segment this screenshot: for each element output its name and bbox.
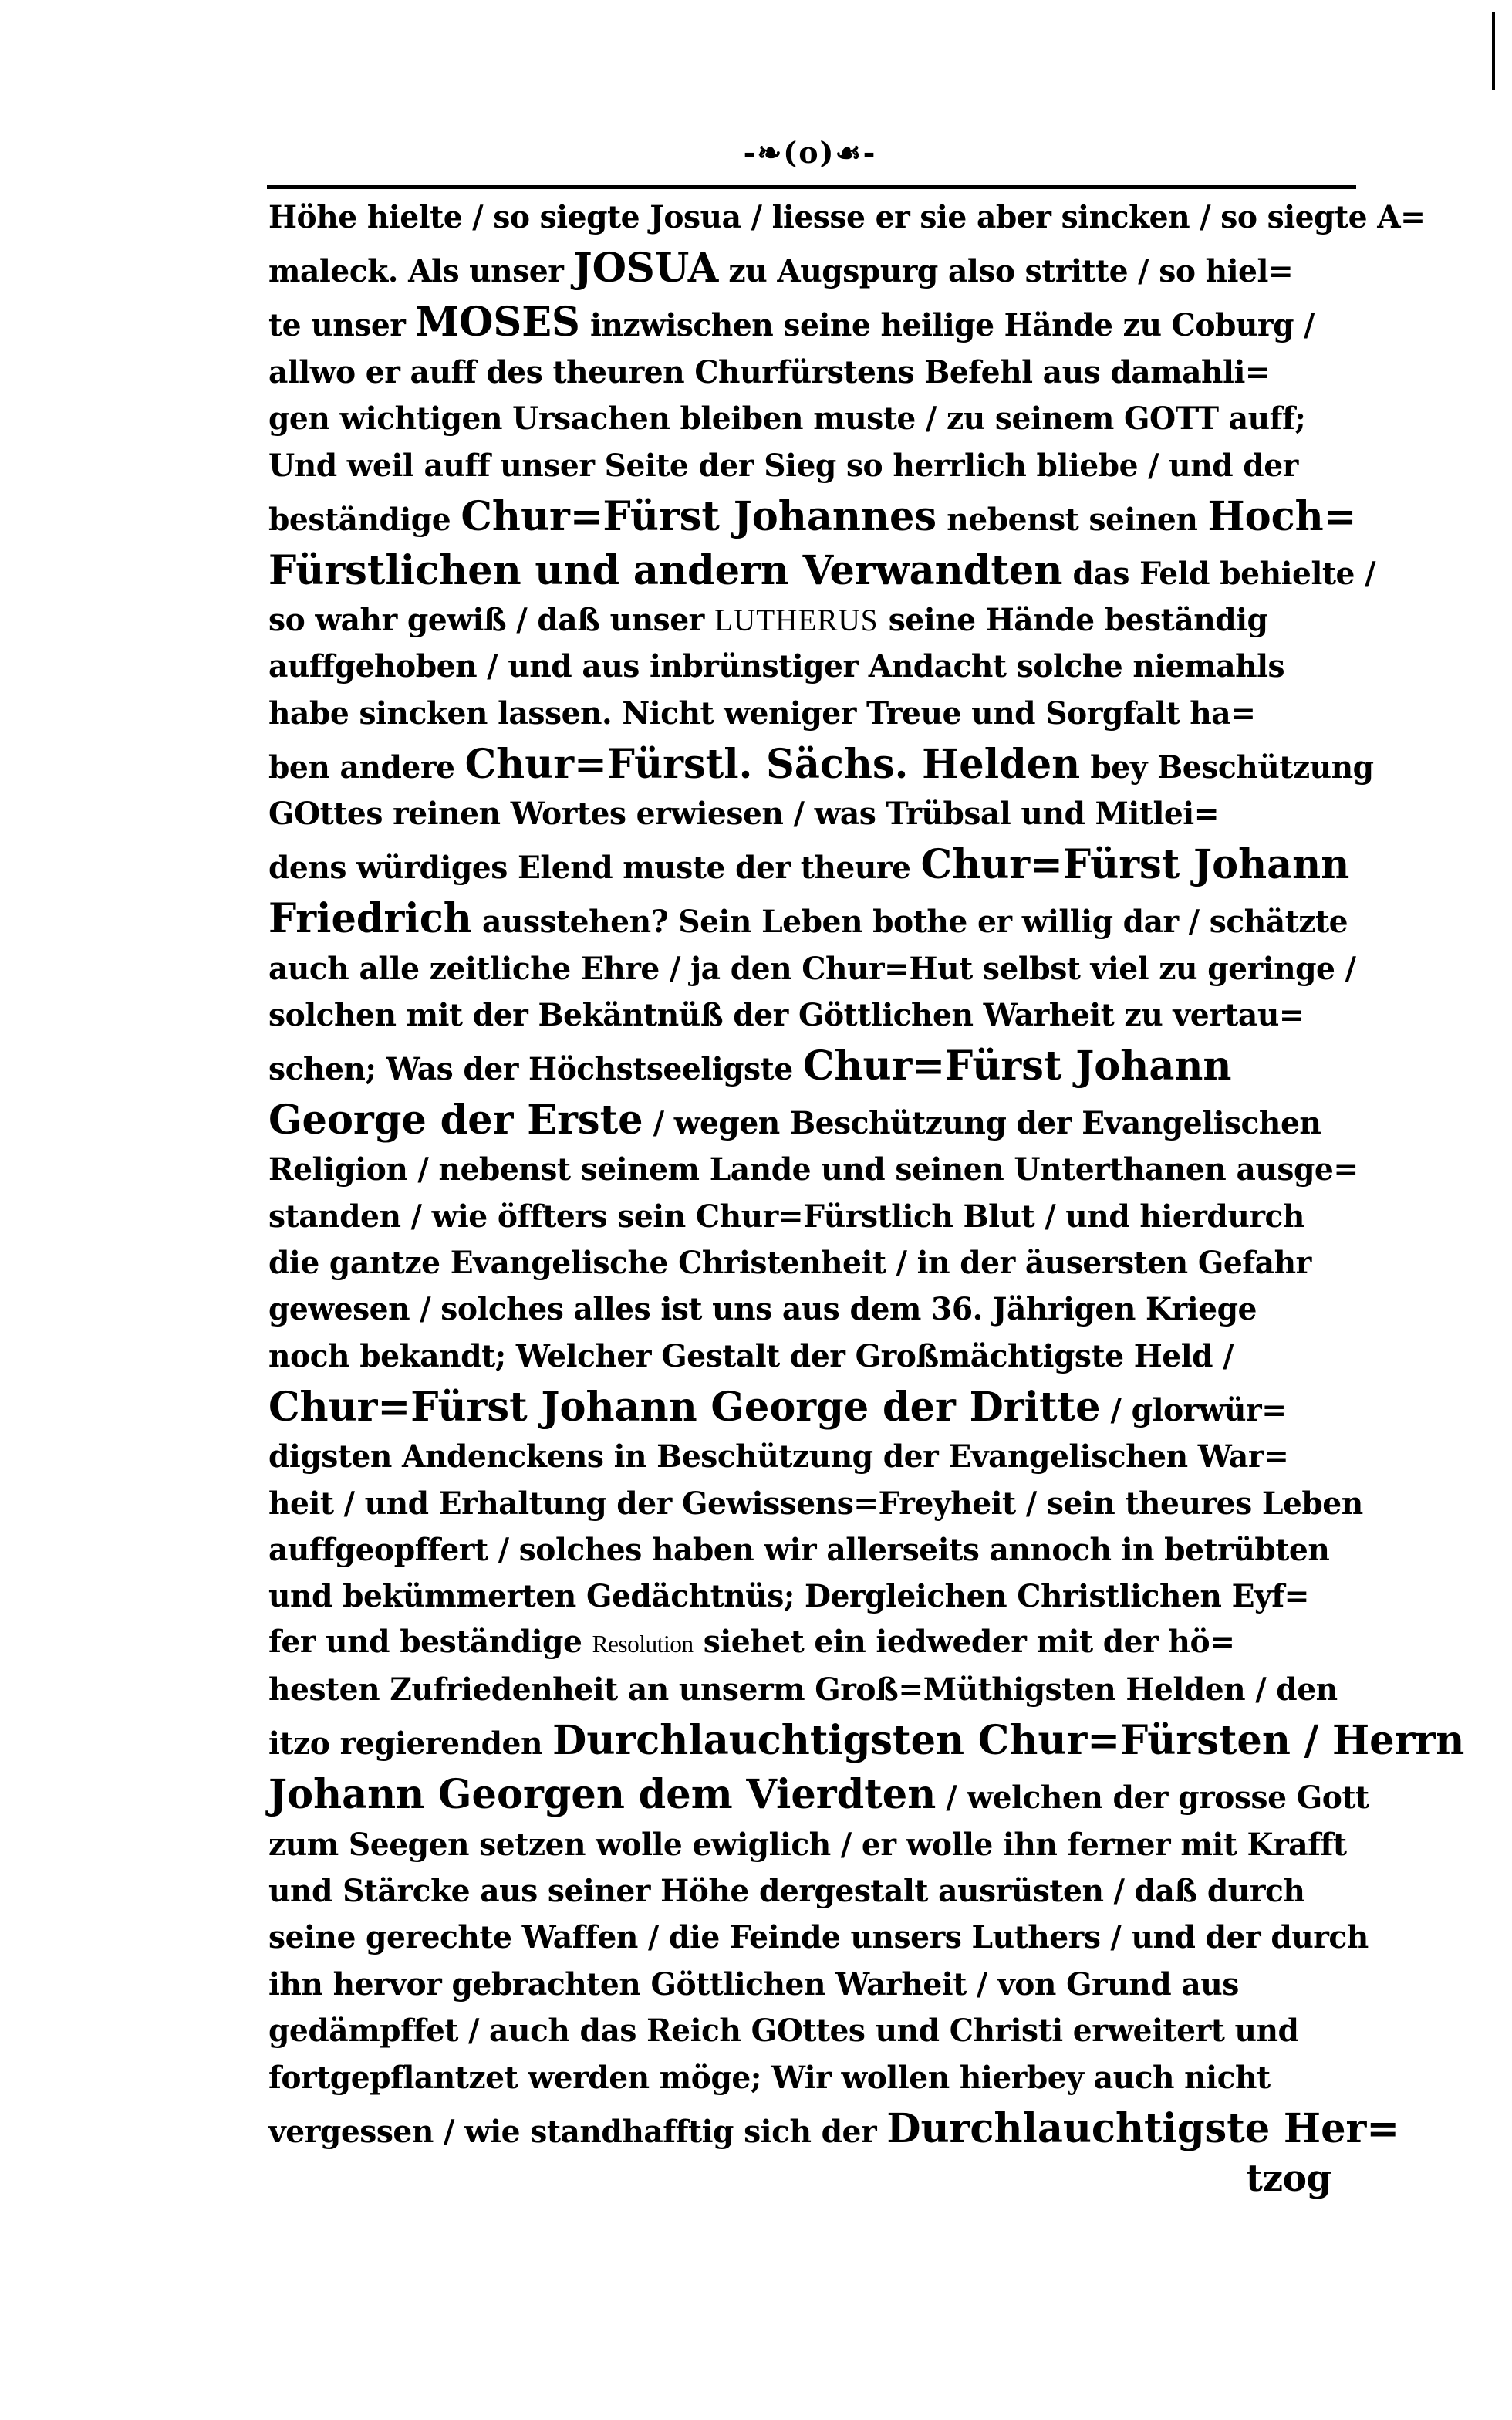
- text-line-content: [268, 1870, 1304, 1913]
- display-name: Chur=Fürst Johannes: [461, 492, 937, 540]
- body-text: [268, 193, 1465, 2200]
- scan-edge-mark: [1492, 12, 1495, 90]
- text-line-content: [268, 1288, 1257, 1331]
- text-line: [268, 596, 1336, 642]
- text-line-content: [268, 351, 1270, 394]
- text-run: zum Seegen setzen wolle ewiglich / er wolle ihn ferner mit Krafft: [268, 1826, 1347, 1863]
- text-line-content: [268, 843, 1349, 890]
- text-line-content: [268, 546, 1375, 596]
- text-line: [268, 488, 1357, 542]
- text-run: dens würdiges Elend muste der theure: [268, 850, 921, 887]
- text-run: standen / wie öffters sein Chur=Fürstlich Blut / und hierdurch: [268, 1198, 1304, 1235]
- text-run: heit / und Erhaltung der Gewissens=Freyheit / sein theures Leben: [268, 1485, 1363, 1522]
- text-line-content: [268, 1575, 1309, 1618]
- text-line: [268, 789, 1336, 836]
- text-line: [268, 944, 1356, 990]
- text-line: [268, 1766, 1369, 1820]
- text-line: [268, 2053, 1336, 2099]
- text-line-content: [268, 1242, 1311, 1285]
- text-line-content: [268, 692, 1256, 735]
- display-name: JOSUA: [573, 245, 719, 292]
- text-run: gen wichtigen Ursachen bleiben muste / zu seinem GOTT auff;: [268, 401, 1306, 438]
- header-rule: [267, 185, 1356, 189]
- text-line: [268, 1432, 1336, 1479]
- text-line-content: [268, 1823, 1347, 1867]
- text-line: [268, 2100, 1400, 2154]
- text-line: [268, 1820, 1347, 1866]
- text-run: inzwischen seine heilige Hände zu Coburg /: [579, 307, 1315, 344]
- text-run: ihn hervor gebrachten Göttlichen Warheit / von Grund aus: [268, 1965, 1239, 2003]
- text-run: / wegen Beschützung der Evangelischen: [643, 1104, 1321, 1141]
- text-line-content: [268, 1482, 1363, 1526]
- text-line: [268, 394, 1336, 441]
- text-run: das Feld behielte /: [1062, 555, 1375, 592]
- display-name: Chur=Fürst Johann: [920, 841, 1350, 889]
- display-name: Johann Georgen dem Vierdten: [268, 1771, 937, 1819]
- text-run: und bekümmerten Gedächtnüs; Dergleichen Christlichen Eyf=: [268, 1578, 1309, 1615]
- text-run: Und weil auff unser Seite der Sieg so herrlich bliebe / und der: [268, 447, 1298, 484]
- page-number-ornament: -❧(o)☙-: [743, 135, 877, 170]
- display-name: MOSES: [415, 299, 580, 346]
- display-name: Durchlauchtigste Her=: [886, 2104, 1400, 2152]
- text-line: [268, 1479, 1363, 1525]
- text-run: fortgepflantzet werden möge; Wir wollen hierbey auch nicht: [268, 2059, 1271, 2096]
- text-line: [268, 293, 1336, 347]
- text-run: solchen mit der Bekäntnüß der Göttlichen Warheit zu vertau=: [268, 996, 1304, 1033]
- text-run: fer und beständige: [268, 1623, 592, 1660]
- text-run: GOttes reinen Wortes erwiesen / was Trübsal und Mitlei=: [268, 796, 1220, 833]
- text-run: und Stärcke aus seiner Höhe dergestalt ausrüsten / daß durch: [268, 1872, 1305, 1909]
- text-line-content: [268, 1963, 1239, 2006]
- roman-word: Resolution: [592, 1629, 694, 1658]
- text-line-content: [268, 994, 1304, 1037]
- text-line-content: [268, 247, 1293, 293]
- display-name: Durchlauchtigsten Chur=Fürsten / Herrn: [552, 1717, 1465, 1765]
- text-run: habe sincken lassen. Nicht weniger Treue und Sorgfalt ha=: [268, 695, 1256, 732]
- text-line: [268, 1145, 1358, 1191]
- text-line-content: [268, 740, 1374, 789]
- text-line-content: [268, 645, 1284, 688]
- text-run: bey Beschützung: [1080, 749, 1374, 786]
- text-line: [268, 1959, 1336, 2006]
- text-run: / glorwür=: [1100, 1391, 1287, 1428]
- text-line: [268, 1378, 1336, 1432]
- catchword-line: [268, 2154, 1336, 2200]
- text-line: [268, 836, 1350, 890]
- text-line: [268, 688, 1336, 735]
- text-run: ben andere: [268, 749, 465, 786]
- text-line: [268, 1331, 1336, 1377]
- text-run: ausstehen? Sein Leben bothe er willig dar / schätzte: [471, 904, 1348, 941]
- text-line: [268, 2006, 1336, 2053]
- text-run: seine gerechte Waffen / die Feinde unsers Luthers / und der durch: [268, 1919, 1369, 1956]
- text-run: gewesen / solches alles ist uns aus dem 36. Jährigen Kriege: [268, 1291, 1257, 1328]
- display-name: Friedrich: [268, 895, 472, 943]
- text-line-content: [268, 1195, 1304, 1239]
- text-line: [268, 542, 1375, 596]
- display-name: Chur=Fürstl. Sächs. Helden: [464, 740, 1081, 788]
- display-name: Fürstlichen und andern Verwandten: [268, 546, 1063, 594]
- text-run: seine Hände beständig: [878, 601, 1268, 638]
- text-line: [268, 1239, 1336, 1285]
- text-line-content: [268, 1383, 1287, 1432]
- text-line: [268, 1665, 1336, 1712]
- text-run: auch alle zeitliche Ehre / ja den Chur=Hut selbst viel zu geringe /: [268, 950, 1356, 987]
- text-line: [268, 991, 1336, 1037]
- text-line-content: [268, 1773, 1369, 1820]
- text-line-content: [268, 196, 1425, 239]
- text-run: nebenst seinen: [937, 501, 1208, 538]
- text-run: Höhe hielte / so siegte Josua / liesse er sie aber sincken / so siegte A=: [268, 199, 1426, 236]
- text-line: [268, 1712, 1465, 1766]
- text-run: auffgehoben / und aus inbrünstiger Andacht solche niemahls: [268, 648, 1285, 685]
- text-line-content: [268, 897, 1348, 944]
- text-line-content: [268, 1719, 1464, 1766]
- display-name: Chur=Fürst Johann: [802, 1042, 1232, 1090]
- text-line-content: [268, 1148, 1358, 1191]
- text-run: beständige: [268, 501, 461, 538]
- text-line-content: [268, 793, 1219, 836]
- text-run: / welchen der grosse Gott: [936, 1780, 1369, 1817]
- text-run: noch bekandt; Welcher Gestalt der Großmächtigste Held /: [268, 1337, 1234, 1374]
- text-run: te unser: [268, 307, 416, 344]
- text-line-content: [268, 492, 1357, 542]
- text-line-content: [268, 2057, 1271, 2100]
- text-line-content: [268, 301, 1315, 347]
- text-line: [268, 642, 1336, 688]
- text-line: [268, 1191, 1336, 1238]
- display-name: Chur=Fürst Johann George der Dritte: [268, 1383, 1101, 1431]
- text-line: [268, 1037, 1336, 1091]
- text-line-content: [268, 1621, 1234, 1665]
- text-run: vergessen / wie standhafftig sich der: [268, 2113, 887, 2150]
- display-name: George der Erste: [268, 1096, 643, 1144]
- text-line-content: [268, 444, 1298, 488]
- text-line-content: [268, 1916, 1369, 1959]
- text-line-content: [268, 1435, 1288, 1479]
- text-run: Religion / nebenst seinem Lande und seinen Unterthanen ausge=: [268, 1151, 1358, 1188]
- text-run: allwo er auff des theuren Churfürstens Befehl aus damahli=: [268, 353, 1271, 390]
- text-line: [268, 239, 1336, 293]
- text-line: [268, 1618, 1336, 1665]
- text-line-content: [268, 1668, 1338, 1712]
- roman-word: LUTHERUS: [714, 602, 879, 637]
- catchword: tzog: [1246, 2156, 1331, 2200]
- text-line: [268, 1572, 1336, 1618]
- text-line: [268, 890, 1348, 944]
- text-line: [268, 1285, 1336, 1331]
- text-line: [268, 1526, 1336, 1572]
- text-run: itzo regierenden: [268, 1725, 553, 1763]
- text-line-content: [268, 2009, 1298, 2053]
- text-run: schen; Was der Höchstseeligste: [268, 1050, 803, 1087]
- text-line: [268, 347, 1336, 394]
- text-line: [268, 193, 1426, 239]
- text-run: gedämpffet / auch das Reich GOttes und Christi erweitert und: [268, 2013, 1299, 2050]
- text-line-content: [268, 599, 1267, 642]
- text-run: so wahr gewiß / daß unser: [268, 601, 715, 638]
- text-line-content: [268, 948, 1356, 991]
- text-line-content: [268, 1529, 1329, 1572]
- text-line-content: [268, 2104, 1400, 2154]
- text-line: [268, 1913, 1369, 1959]
- text-run: die gantze Evangelische Christenheit / in der äusersten Gefahr: [268, 1245, 1311, 1282]
- text-line-content: [268, 397, 1305, 441]
- text-line: [268, 1091, 1336, 1145]
- text-run: auffgeopffert / solches haben wir allerseits annoch in betrübten: [268, 1532, 1330, 1569]
- text-line-content: [268, 1335, 1234, 1378]
- text-line: [268, 735, 1374, 789]
- text-run: hesten Zufriedenheit an unserm Groß=Müthigsten Helden / den: [268, 1671, 1338, 1709]
- text-line: [268, 1867, 1336, 1913]
- display-name: Hoch=: [1207, 492, 1357, 540]
- text-run: digsten Andenckens in Beschützung der Evangelischen War=: [268, 1438, 1289, 1475]
- text-run: maleck. Als unser: [268, 253, 574, 290]
- text-line: [268, 441, 1336, 487]
- page-header: [262, 131, 1358, 193]
- text-line-content: [268, 1096, 1321, 1145]
- text-line-content: [268, 1042, 1232, 1091]
- text-run: siehet ein iedweder mit der hö=: [693, 1623, 1235, 1660]
- text-run: zu Augspurg also stritte / so hiel=: [718, 253, 1294, 290]
